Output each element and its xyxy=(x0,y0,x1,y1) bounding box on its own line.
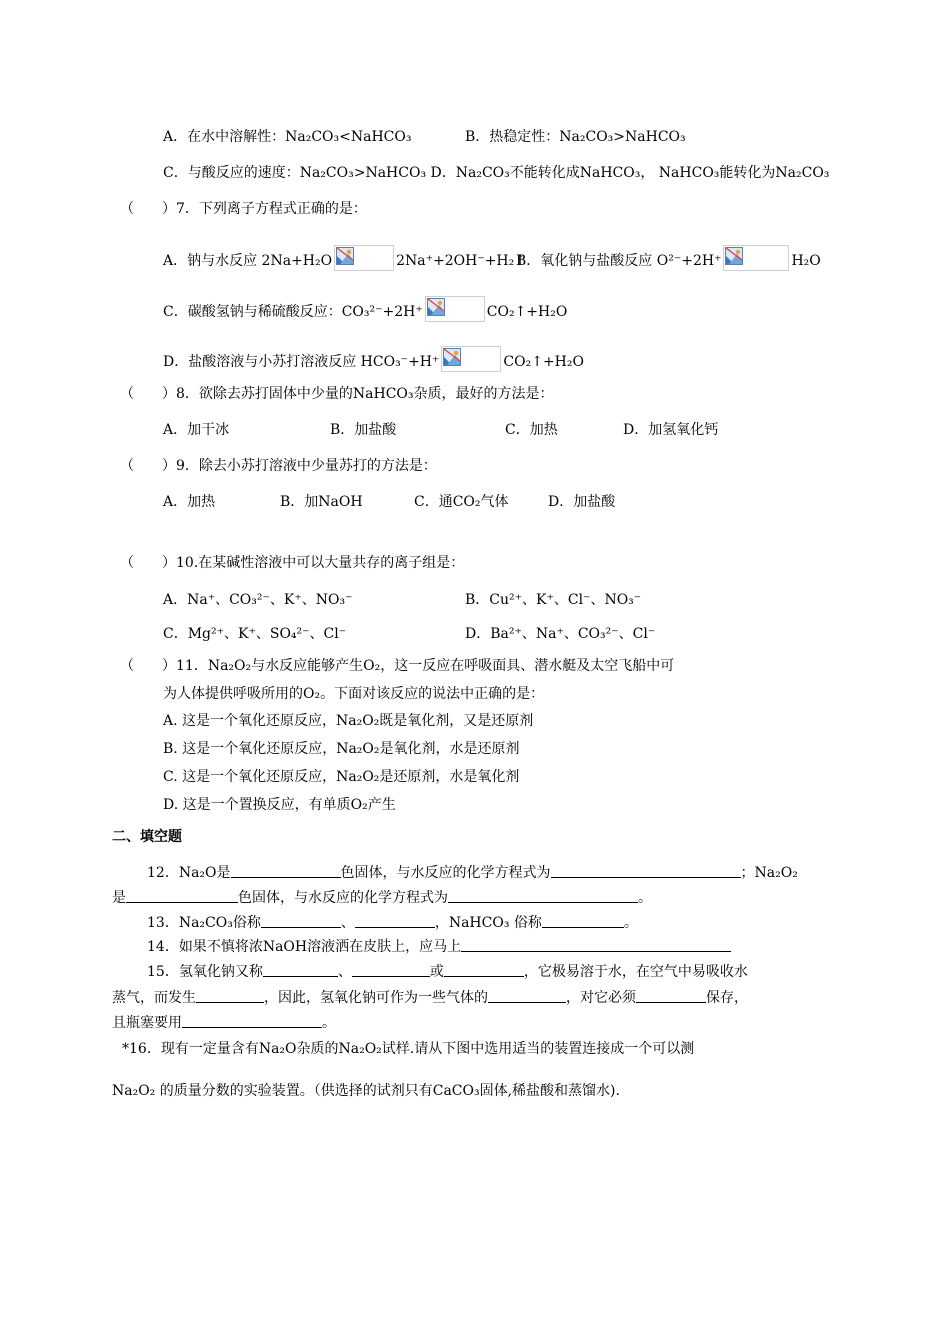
q10-option-c: C．Mg²⁺、K⁺、SO₄²⁻、Cl⁻ xyxy=(163,626,347,642)
q15-line3 xyxy=(112,1013,336,1033)
q7-stem: （ ）7．下列离子方程式正确的是： xyxy=(120,201,367,217)
answer-blank[interactable] xyxy=(488,988,566,1003)
answer-blank[interactable] xyxy=(196,988,264,1003)
q12-line2 xyxy=(112,888,652,908)
q8-option-c: C．加热 xyxy=(505,422,558,438)
q12-text: 色固体，与水反应的化学方程式为 xyxy=(238,890,448,906)
q7-option-d xyxy=(163,346,584,372)
q11-option-a: A. 这是一个氧化还原反应，Na₂O₂既是氧化剂，又是还原剂 xyxy=(163,713,534,729)
image-icon xyxy=(336,247,354,265)
q15-line1 xyxy=(147,962,748,982)
equation-image-placeholder xyxy=(425,296,485,322)
q7-a-right: 2Na⁺+2OH⁻+H₂↑ xyxy=(396,253,526,269)
answer-blank[interactable] xyxy=(126,888,238,903)
answer-blank[interactable] xyxy=(461,937,731,952)
q10-option-b: B．Cu²⁺、K⁺、Cl⁻、NO₃⁻ xyxy=(465,592,642,608)
q9-stem: （ ）9．除去小苏打溶液中少量苏打的方法是： xyxy=(120,458,437,474)
q15-text: ，因此，氢氧化钠可作为一些气体的 xyxy=(264,990,488,1006)
answer-blank[interactable] xyxy=(182,1013,322,1028)
q15-text: 或 xyxy=(429,964,444,980)
q9-option-a: A．加热 xyxy=(163,494,216,510)
q8-stem: （ ）8．欲除去苏打固体中少量的NaHCO₃杂质，最好的方法是： xyxy=(120,386,554,402)
q9-option-b: B．加NaOH xyxy=(280,494,363,510)
q13-text: 、 xyxy=(340,915,355,931)
q7-d-left: D．盐酸溶液与小苏打溶液反应 HCO₃⁻+H⁺ xyxy=(163,354,440,370)
image-icon xyxy=(725,247,743,265)
q7-c-left: C．碳酸氢钠与稀硫酸反应：CO₃²⁻+2H⁺ xyxy=(163,304,423,320)
image-icon xyxy=(427,298,445,316)
q8-option-b: B．加盐酸 xyxy=(330,422,397,438)
q8-option-a: A．加干冰 xyxy=(163,422,230,438)
answer-blank[interactable] xyxy=(444,962,524,977)
q14-line xyxy=(147,937,731,957)
q12-line1 xyxy=(147,863,798,883)
answer-blank[interactable] xyxy=(636,988,706,1003)
q15-text: 。 xyxy=(322,1015,336,1031)
q8-option-d: D．加氢氧化钙 xyxy=(623,422,719,438)
equation-image-placeholder xyxy=(723,245,789,271)
q7-c-right: CO₂↑+H₂O xyxy=(486,304,568,320)
section-heading: 二、填空题 xyxy=(112,829,182,845)
q10-stem: （ ）10.在某碱性溶液中可以大量共存的离子组是： xyxy=(120,555,465,571)
q13-text: 13．Na₂CO₃俗称 xyxy=(147,915,261,931)
q16-line1: *16．现有一定量含有Na₂O杂质的Na₂O₂试样.请从下图中选用适当的装置连接成一个可以测 xyxy=(122,1041,695,1057)
answer-blank[interactable] xyxy=(263,962,338,977)
q7-option-c xyxy=(163,296,567,322)
q15-line2 xyxy=(112,988,748,1008)
q11-option-b: B. 这是一个氧化还原反应，Na₂O₂是氧化剂，水是还原剂 xyxy=(163,741,520,757)
q13-text: 。 xyxy=(623,915,638,931)
answer-blank[interactable] xyxy=(551,863,741,878)
q7-a-left: A．钠与水反应 2Na+H₂O xyxy=(163,253,333,269)
q11-stem-line2: 为人体提供呼吸所用的O₂。下面对该反应的说法中正确的是： xyxy=(163,686,545,702)
answer-blank[interactable] xyxy=(355,913,435,928)
q7-option-a xyxy=(163,245,526,271)
q12-text: 。 xyxy=(638,890,652,906)
q10-option-a: A．Na⁺、CO₃²⁻、K⁺、NO₃⁻ xyxy=(163,592,353,608)
q14-text: 14．如果不慎将浓NaOH溶液洒在皮肤上，应马上 xyxy=(147,939,462,955)
q15-text: ，它极易溶于水，在空气中易吸收水 xyxy=(523,964,748,980)
equation-image-placeholder xyxy=(441,346,501,372)
q12-text: 色固体，与水反应的化学方程式为 xyxy=(340,865,551,881)
q13-line xyxy=(147,913,638,933)
q9-option-c: C．通CO₂气体 xyxy=(414,494,509,510)
q7-d-right: CO₂↑+H₂O xyxy=(503,354,584,370)
q12-text: 12．Na₂O是 xyxy=(147,865,231,881)
q13-text: ，NaHCO₃ 俗称 xyxy=(434,915,542,931)
answer-blank[interactable] xyxy=(261,913,341,928)
q6-option-a: A．在水中溶解性：Na₂CO₃<NaHCO₃ xyxy=(163,129,412,145)
q15-text: 保存， xyxy=(706,990,748,1006)
q11-stem-line1: （ ）11．Na₂O₂与水反应能够产生O₂，这一反应在呼吸面具、潜水艇及太空飞船中可 xyxy=(120,658,675,674)
answer-blank[interactable] xyxy=(542,913,624,928)
answer-blank[interactable] xyxy=(448,888,638,903)
equation-image-placeholder xyxy=(334,245,394,271)
image-icon xyxy=(443,348,461,366)
answer-blank[interactable] xyxy=(352,962,430,977)
q11-option-c: C. 这是一个氧化还原反应，Na₂O₂是还原剂，水是氧化剂 xyxy=(163,769,520,785)
q11-option-d: D. 这是一个置换反应，有单质O₂产生 xyxy=(163,797,396,813)
q12-text: 是 xyxy=(112,890,126,906)
q15-text: ，对它必须 xyxy=(566,990,636,1006)
q7-option-b xyxy=(516,245,821,271)
answer-blank[interactable] xyxy=(231,863,341,878)
q6-option-b: B．热稳定性：Na₂CO₃>NaHCO₃ xyxy=(465,129,686,145)
q15-text: 且瓶塞要用 xyxy=(112,1015,182,1031)
q15-text: 、 xyxy=(337,964,352,980)
q7-b-right: H₂O xyxy=(791,253,821,269)
q6-option-cd: C．与酸反应的速度：Na₂CO₃>NaHCO₃ D．Na₂CO₃不能转化成NaHCO₃， NaHCO₃能转化为Na₂CO₃ xyxy=(163,165,830,181)
q16-line2: Na₂O₂ 的质量分数的实验装置。（供选择的试剂只有CaCO₃固体,稀盐酸和蒸馏水). xyxy=(112,1083,620,1099)
q15-text: 15．氢氧化钠又称 xyxy=(147,964,263,980)
q12-text: ；Na₂O₂ xyxy=(740,865,798,881)
q7-b-left: B．氧化钠与盐酸反应 O²⁻+2H⁺ xyxy=(516,253,722,269)
q10-option-d: D．Ba²⁺、Na⁺、CO₃²⁻、Cl⁻ xyxy=(465,626,656,642)
q9-option-d: D．加盐酸 xyxy=(548,494,616,510)
q15-text: 蒸气，而发生 xyxy=(112,990,196,1006)
